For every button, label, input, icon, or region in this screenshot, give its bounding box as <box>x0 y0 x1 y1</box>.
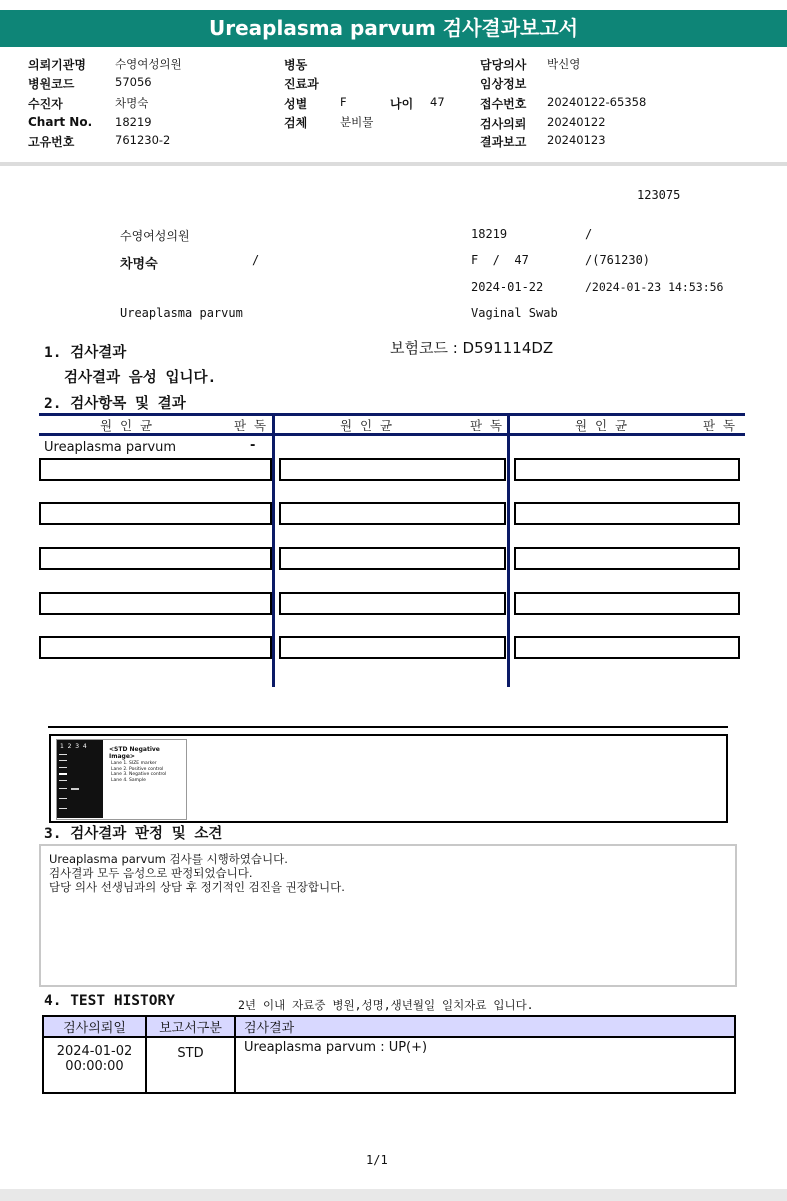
header-label: 나이 <box>390 97 414 111</box>
gel-band <box>59 780 67 781</box>
result-box <box>514 636 740 659</box>
comment-box <box>39 844 737 987</box>
page-number: 1/1 <box>366 1153 388 1167</box>
gel-image <box>56 739 187 820</box>
history-type: STD <box>146 1037 235 1093</box>
header-value: 20240123 <box>547 133 606 147</box>
history-result: Ureaplasma parvum : UP(+) <box>235 1037 735 1093</box>
col-header-organism: 원 인 균 <box>100 418 153 433</box>
result-box <box>514 547 740 570</box>
report-title: Ureaplasma parvum 검사결과보고서 <box>0 10 787 47</box>
header-label: 병동 <box>284 58 308 72</box>
form-slash: / <box>585 227 593 241</box>
result-box <box>514 458 740 481</box>
result-box <box>514 592 740 615</box>
header-label: 수진자 <box>28 97 63 111</box>
col-header-organism: 원 인 균 <box>575 418 628 433</box>
gel-legend-item: Lane 4. Sample <box>111 777 146 783</box>
grid-divider <box>507 413 510 687</box>
history-date-cell <box>43 1037 146 1093</box>
col-header-organism: 원 인 균 <box>340 418 393 433</box>
history-header: 검사의뢰일 <box>43 1016 146 1037</box>
history-header: 보고서구분 <box>146 1016 235 1037</box>
form-id: /(761230) <box>585 253 651 267</box>
gel-band <box>59 767 67 768</box>
comment-line: 검사결과 모두 음성으로 판정되었습니다. <box>49 866 253 880</box>
history-time: 00:00:00 <box>65 1059 124 1074</box>
form-hospital: 수영여성의원 <box>120 229 190 243</box>
form-sex-age: F / 47 <box>471 253 529 267</box>
history-row <box>43 1037 735 1093</box>
history-table <box>42 1015 736 1094</box>
gel-legend-item: Lane 1. SIZE marker <box>111 761 157 766</box>
result-box <box>279 502 506 525</box>
gel-title: <STD Negative Image> <box>109 746 160 760</box>
result-box <box>279 458 506 481</box>
result-box <box>39 502 272 525</box>
history-date: 2024-01-02 <box>56 1044 133 1059</box>
result-box <box>279 547 506 570</box>
result-value: - <box>250 438 256 453</box>
header-label: 검체 <box>284 116 308 130</box>
gel-band <box>59 773 67 775</box>
result-box <box>514 502 740 525</box>
form-date-report: /2024-01-23 14:53:56 <box>585 280 724 294</box>
history-header: 검사결과 <box>235 1016 735 1037</box>
form-test-name: Ureaplasma parvum <box>120 306 243 320</box>
insurance-code: 보험코드 : D591114DZ <box>390 339 554 357</box>
form-slash: / <box>252 253 260 267</box>
bottom-bar <box>0 1189 787 1201</box>
gel-legend-item: Lane 2. Positive control <box>111 766 164 772</box>
result-box <box>279 592 506 615</box>
gel-lane-panel <box>57 740 103 818</box>
header-label: 임상정보 <box>480 77 527 91</box>
section2-heading: 2. 검사항목 및 결과 <box>44 396 186 412</box>
col-header-result: 판 독 <box>234 418 267 433</box>
header-value: 박신영 <box>547 57 581 71</box>
col-header-result: 판 독 <box>470 418 503 433</box>
history-note: 2년 이내 자료중 병원,성명,생년월일 일치자료 입니다. <box>238 998 534 1012</box>
header-label: 의뢰기관명 <box>28 58 86 72</box>
col-header-result: 판 독 <box>703 418 736 433</box>
section3-heading: 3. 검사결과 판정 및 소견 <box>44 826 223 842</box>
result-box <box>39 458 272 481</box>
form-date-request: 2024-01-22 <box>471 280 544 294</box>
gel-band <box>59 760 67 761</box>
section1-result: 검사결과 음성 입니다. <box>64 370 217 386</box>
gel-band <box>59 788 67 789</box>
header-value: 20240122 <box>547 115 606 129</box>
header-label: 진료과 <box>284 77 319 91</box>
result-box <box>279 636 506 659</box>
header-value: 761230-2 <box>115 133 171 147</box>
header-value: 18219 <box>115 115 152 129</box>
header-value: 47 <box>430 95 445 109</box>
gel-divider-line <box>48 726 728 728</box>
gel-band <box>59 754 67 755</box>
header-value: 수영여성의원 <box>115 57 182 71</box>
header-label: 병원코드 <box>28 77 75 91</box>
section1-heading: 1. 검사결과 <box>44 345 127 361</box>
header-label: 접수번호 <box>480 97 527 111</box>
gel-lane-numbers: 1 2 3 4 <box>60 743 87 750</box>
header-label: 성별 <box>284 97 308 111</box>
gel-legend-item: Lane 3. Negative control <box>111 772 167 777</box>
header-value: 57056 <box>115 75 152 89</box>
form-patient: 차명숙 <box>120 257 158 272</box>
section4-heading: 4. TEST HISTORY <box>44 993 175 1009</box>
gel-legend <box>111 761 166 783</box>
gel-band <box>59 798 67 799</box>
history-header-row <box>43 1016 735 1037</box>
result-box <box>39 547 272 570</box>
header-value: 20240122-65358 <box>547 95 647 109</box>
header-value: 분비물 <box>340 115 374 129</box>
result-box <box>39 592 272 615</box>
result-organism: Ureaplasma parvum <box>44 440 177 455</box>
result-box <box>39 636 272 659</box>
grid-divider <box>272 413 275 687</box>
comment-line: 담당 의사 선생님과의 상담 후 정기적인 검진을 권장합니다. <box>49 880 345 894</box>
header-label: 담당의사 <box>480 58 527 72</box>
gel-band <box>59 808 67 809</box>
gel-band <box>71 788 79 790</box>
form-specimen: Vaginal Swab <box>471 306 558 320</box>
header-label: 결과보고 <box>480 135 527 149</box>
form-number: 123075 <box>637 188 681 202</box>
comment-line: Ureaplasma parvum 검사를 시행하였습니다. <box>49 852 288 866</box>
header-info <box>0 52 787 157</box>
header-label: Chart No. <box>28 115 93 129</box>
header-separator <box>0 162 787 166</box>
header-value: F <box>340 95 347 109</box>
header-label: 고유번호 <box>28 135 75 149</box>
form-chart: 18219 <box>471 227 508 241</box>
header-value: 차명숙 <box>115 96 149 110</box>
header-label: 검사의뢰 <box>480 117 527 131</box>
